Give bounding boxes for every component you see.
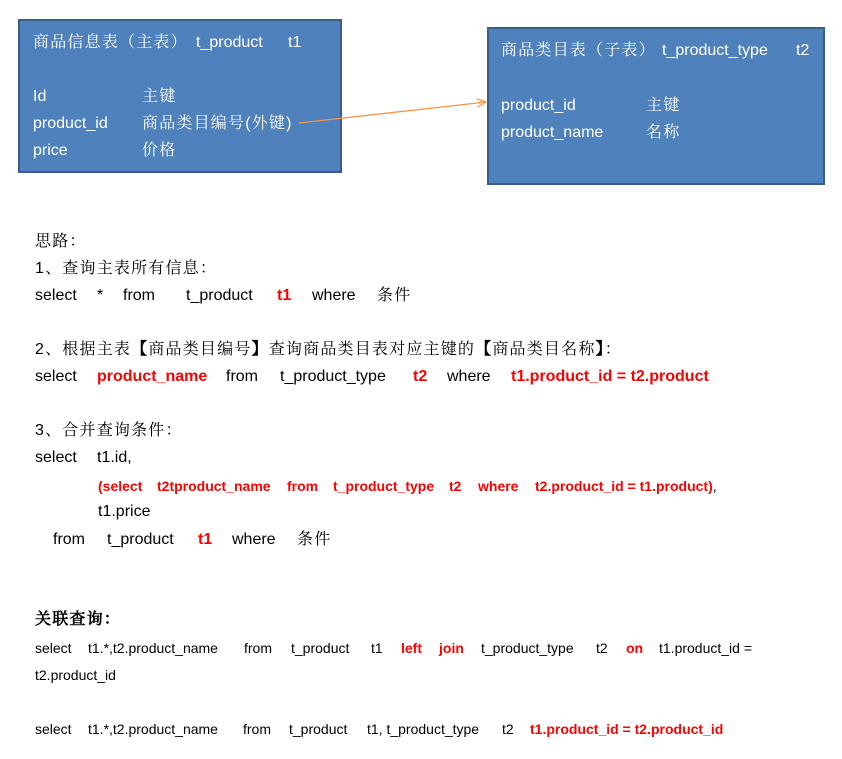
step1-sql-line — [0, 286, 842, 306]
main-table-name: t_product — [196, 34, 263, 51]
step2-title-part: 商品类目编号 — [148, 341, 252, 358]
sql-keyword-select: select — [35, 287, 77, 304]
sql-keyword-select: select — [35, 449, 77, 466]
sub-field-name: product_id — [501, 97, 576, 114]
sql-keyword-select: select — [35, 721, 72, 737]
sql-keyword-where: where — [447, 368, 491, 385]
sql-join-condition: t2.product_id — [35, 667, 116, 683]
sql-keyword-from: from — [53, 531, 85, 548]
subquery-condition-group — [535, 476, 717, 496]
sub-table-alias: t2 — [796, 42, 810, 59]
sql-table-alias: t2 — [596, 640, 608, 656]
step3-title-line — [0, 421, 842, 441]
sql-columns: t1.*,t2.product_name — [88, 640, 218, 656]
join-sql1-continuation — [0, 665, 842, 685]
bracket-open: 【 — [131, 341, 149, 358]
join-sql1-line — [0, 638, 842, 658]
step1-title: 1、查询主表所有信息： — [35, 260, 218, 277]
subquery-table-name: t_product_type — [333, 478, 435, 494]
main-field-desc: 主键 — [142, 88, 177, 105]
subquery-table-alias: t2 — [449, 478, 462, 494]
sql-keyword-from: from — [123, 287, 155, 304]
sql-column: t1.price — [98, 503, 151, 520]
sql-keyword-from: from — [243, 721, 271, 737]
bracket-close: 】 — [595, 341, 605, 358]
sql-table-alias: t2 — [413, 368, 428, 385]
subquery-condition: t2.product_id = t1.product) — [535, 478, 713, 494]
subquery-keyword-where: where — [478, 478, 519, 494]
main-field-desc: 商品类目编号(外键) — [142, 115, 293, 132]
step2-title — [35, 340, 622, 360]
sub-table-name: t_product_type — [662, 42, 768, 59]
main-field-name: price — [33, 142, 68, 159]
bracket-close: 】 — [251, 341, 269, 358]
step2-title-part: 查询商品类目表对应主键的 — [268, 341, 476, 358]
sql-join-condition: t1.product_id = t2.product — [511, 368, 709, 385]
sql-table-name: t_product — [291, 640, 350, 656]
step2-title-part: 2、根据主表 — [35, 341, 132, 358]
sql-keyword-on: on — [626, 640, 644, 656]
step1-title-line — [0, 259, 842, 279]
sql-table-name: t_product — [186, 287, 253, 304]
sql-keyword-from: from — [226, 368, 258, 385]
main-table-box — [18, 19, 342, 173]
step2-sql-line — [0, 367, 842, 387]
subquery-keyword-select: (select — [98, 478, 143, 494]
main-field-desc: 价格 — [142, 142, 177, 159]
join-heading-line — [0, 610, 842, 630]
sql-keyword-select: select — [35, 640, 72, 656]
join-heading: 关联查询： — [35, 611, 122, 628]
sql-table-alias: t2 — [502, 721, 514, 737]
step3-title: 3、合并查询条件： — [35, 422, 183, 439]
sql-table-alias: t1 — [371, 640, 383, 656]
sql-keyword-join: join — [439, 640, 464, 656]
sql-keyword-from: from — [244, 640, 272, 656]
arrow-head — [477, 99, 487, 107]
join-sql2-line — [0, 719, 842, 739]
sql-keyword-where: where — [232, 531, 276, 548]
sql-table-alias: t1 — [198, 531, 213, 548]
step2-title-part: 商品类目名称 — [492, 341, 596, 358]
sql-table-name: t_product_type — [481, 640, 574, 656]
sql-table-alias: t1 — [277, 287, 292, 304]
sql-join-condition: t1.product_id = — [659, 640, 753, 656]
sql-condition-placeholder: 条件 — [297, 531, 332, 548]
sql-table-name: t_product_type — [280, 368, 386, 385]
step2-title-line — [0, 340, 842, 360]
step3-sql-line4 — [0, 530, 842, 550]
sub-field-desc: 名称 — [646, 124, 681, 141]
subquery-keyword-from: from — [287, 478, 319, 494]
main-table-alias: t1 — [288, 34, 302, 51]
sub-table-title: 商品类目表（子表） — [501, 42, 656, 59]
step3-subquery-line — [0, 476, 842, 496]
sql-keyword-select: select — [35, 368, 77, 385]
main-table-title: 商品信息表（主表） — [33, 34, 188, 51]
sql-table-name: t_product — [289, 721, 348, 737]
sql-keyword-where: where — [312, 287, 356, 304]
step2-title-colon: ： — [604, 341, 622, 358]
sql-column: t1.id, — [97, 449, 132, 466]
sql-join-condition: t1.product_id = t2.product_id — [530, 721, 724, 737]
sub-table-box — [487, 27, 825, 185]
sql-star: * — [97, 287, 104, 304]
bracket-open: 【 — [475, 341, 493, 358]
notes-heading-line — [0, 232, 842, 252]
sql-column: product_name — [97, 368, 208, 385]
sub-field-desc: 主键 — [646, 97, 681, 114]
sql-columns: t1.*,t2.product_name — [88, 721, 218, 737]
step3-sql-line1 — [0, 448, 842, 468]
sql-table-name: t_product — [107, 531, 174, 548]
main-field-name: product_id — [33, 115, 108, 132]
main-field-name: Id — [33, 88, 47, 105]
sql-condition-placeholder: 条件 — [377, 287, 412, 304]
step3-sql-line3 — [0, 502, 842, 522]
subquery-comma: , — [712, 478, 717, 494]
sql-table-list: t1, t_product_type — [367, 721, 480, 737]
notes-heading: 思路： — [35, 233, 87, 250]
subquery-column: t2tproduct_name — [157, 478, 271, 494]
sub-field-name: product_name — [501, 124, 604, 141]
sql-keyword-left: left — [401, 640, 422, 656]
